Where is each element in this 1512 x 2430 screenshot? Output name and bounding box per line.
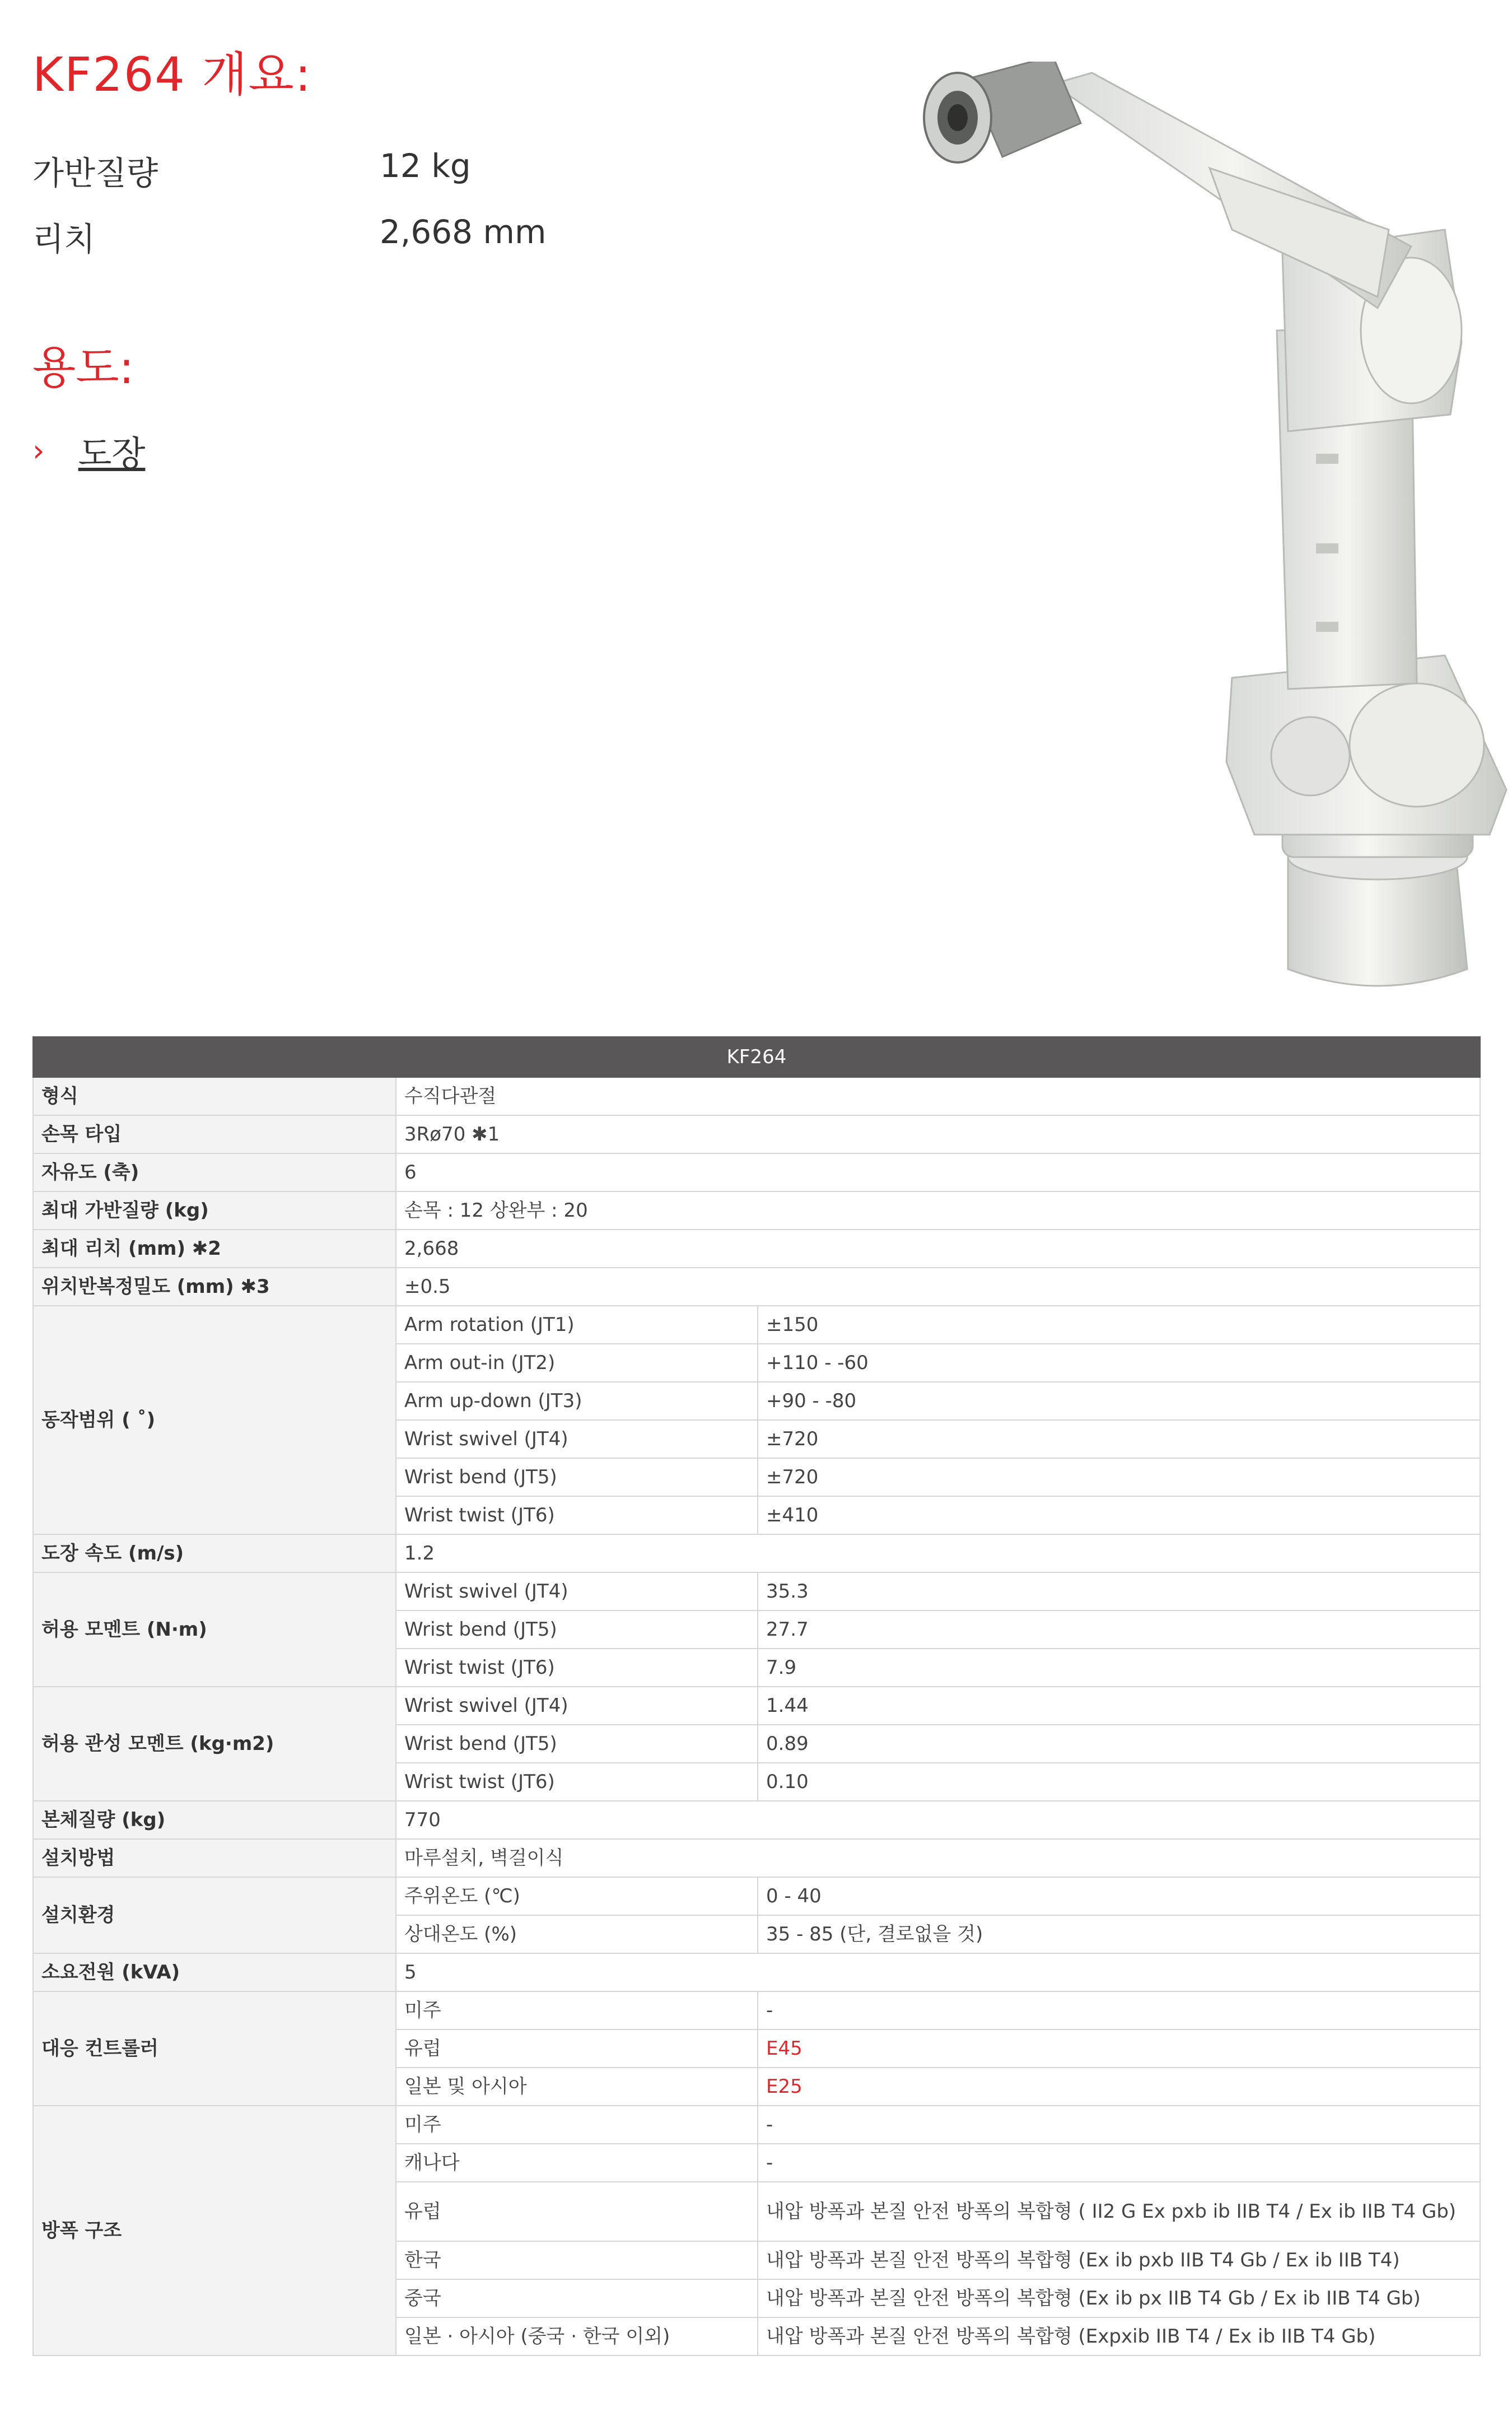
sub-value: 27.7 (758, 1610, 1480, 1649)
table-row (33, 1877, 1480, 1915)
table-row (33, 1268, 1480, 1306)
sub-key: Wrist bend (JT5) (396, 1725, 758, 1763)
row-value: 마루설치, 벽걸이식 (396, 1839, 1480, 1877)
row-value: 6 (396, 1153, 1480, 1191)
sub-key: Wrist swivel (JT4) (396, 1572, 758, 1610)
row-value: 3Rø70 ✱1 (396, 1115, 1480, 1153)
page-title: KF264 개요: (32, 47, 312, 102)
table-row (33, 1801, 1480, 1839)
table-header-row (33, 1037, 1480, 1077)
sub-value: 내압 방폭과 본질 안전 방폭의 복합형 (Ex ib px IIB T4 Gb / Ex ib IIB T4 Gb) (758, 2279, 1480, 2317)
sub-value: 내압 방폭과 본질 안전 방폭의 복합형 (Ex ib pxb IIB T4 Gb / Ex ib IIB T4) (758, 2241, 1480, 2279)
robot-image (896, 62, 1512, 1014)
sub-value: ±410 (758, 1496, 1480, 1534)
sub-value: +90 - -80 (758, 1382, 1480, 1420)
sub-key: 유럽 (396, 2029, 758, 2068)
row-value: 손목 : 12 상완부 : 20 (396, 1191, 1480, 1230)
row-label: 최대 리치 (mm) ✱2 (33, 1230, 396, 1268)
table-row (33, 1191, 1480, 1230)
table-row (33, 1077, 1480, 1115)
row-label: 본체질량 (kg) (33, 1801, 396, 1839)
sub-key: 미주 (396, 1991, 758, 2029)
row-value: ±0.5 (396, 1268, 1480, 1306)
table-row (33, 2106, 1480, 2144)
sub-key: Wrist bend (JT5) (396, 1458, 758, 1496)
row-label: 허용 모멘트 (N·m) (33, 1572, 396, 1687)
sub-key: 캐나다 (396, 2144, 758, 2182)
sub-key: Wrist bend (JT5) (396, 1610, 758, 1649)
table-row (33, 1687, 1480, 1725)
sub-key: 중국 (396, 2279, 758, 2317)
sub-value: ±720 (758, 1420, 1480, 1458)
sub-key: Wrist swivel (JT4) (396, 1420, 758, 1458)
sub-value: 0 - 40 (758, 1877, 1480, 1915)
table-row (33, 1572, 1480, 1610)
row-value: 5 (396, 1953, 1480, 1991)
table-row (33, 1306, 1480, 1344)
table-row (33, 1230, 1480, 1268)
row-label: 형식 (33, 1077, 396, 1115)
spec-label: 리치 (32, 220, 96, 258)
sub-value: ±720 (758, 1458, 1480, 1496)
row-label: 자유도 (축) (33, 1153, 396, 1191)
sub-key: 일본 및 아시아 (396, 2068, 758, 2106)
table-row (33, 1953, 1480, 1991)
sub-value: 35.3 (758, 1572, 1480, 1610)
row-label: 최대 가반질량 (kg) (33, 1191, 396, 1230)
controller-link[interactable]: E45 (758, 2029, 1480, 2068)
sub-value: 1.44 (758, 1687, 1480, 1725)
table-row (33, 1115, 1480, 1153)
sub-value: - (758, 2106, 1480, 2144)
chevron-right-icon: › (32, 433, 45, 468)
row-value: 수직다관절 (396, 1077, 1480, 1115)
row-label: 소요전원 (kVA) (33, 1953, 396, 1991)
row-label: 동작범위 ( ˚) (33, 1306, 396, 1534)
usage-link-painting[interactable]: 도장 (78, 433, 146, 474)
sub-value: - (758, 2144, 1480, 2182)
table-row (33, 1991, 1480, 2029)
table-row (33, 1153, 1480, 1191)
row-label: 방폭 구조 (33, 2106, 396, 2355)
sub-value: 35 - 85 (단, 결로없을 것) (758, 1915, 1480, 1953)
sub-key: Arm up-down (JT3) (396, 1382, 758, 1420)
spec-table (32, 1036, 1481, 2356)
sub-value: 7.9 (758, 1649, 1480, 1687)
table-row (33, 1534, 1480, 1572)
table-row (33, 1839, 1480, 1877)
row-label: 대응 컨트롤러 (33, 1991, 396, 2106)
sub-value: 내압 방폭과 본질 안전 방폭의 복합형 (Expxib IIB T4 / Ex ib IIB T4 Gb) (758, 2317, 1480, 2355)
row-value: 770 (396, 1801, 1480, 1839)
row-value: 1.2 (396, 1534, 1480, 1572)
usage-title: 용도: (32, 342, 134, 394)
sub-key: 주위온도 (℃) (396, 1877, 758, 1915)
row-label: 손목 타입 (33, 1115, 396, 1153)
row-label: 도장 속도 (m/s) (33, 1534, 396, 1572)
row-label: 허용 관성 모멘트 (kg·m2) (33, 1687, 396, 1801)
usage-item[interactable] (32, 426, 145, 476)
sub-key: 한국 (396, 2241, 758, 2279)
sub-value: 0.89 (758, 1725, 1480, 1763)
sub-key: 일본 · 아시아 (중국 · 한국 이외) (396, 2317, 758, 2355)
sub-key: 상대온도 (%) (396, 1915, 758, 1953)
spec-value: 2,668 mm (380, 213, 547, 251)
sub-key: Arm out-in (JT2) (396, 1344, 758, 1382)
sub-value: 내압 방폭과 본질 안전 방폭의 복합형 ( II2 G Ex pxb ib IIB T4 / Ex ib IIB T4 Gb) (758, 2182, 1480, 2241)
row-value: 2,668 (396, 1230, 1480, 1268)
row-label: 설치방법 (33, 1839, 396, 1877)
sub-key: 미주 (396, 2106, 758, 2144)
sub-key: Arm rotation (JT1) (396, 1306, 758, 1344)
sub-key: Wrist twist (JT6) (396, 1496, 758, 1534)
sub-value: +110 - -60 (758, 1344, 1480, 1382)
spec-label: 가반질량 (32, 154, 158, 192)
sub-key: Wrist twist (JT6) (396, 1763, 758, 1801)
controller-link[interactable]: E25 (758, 2068, 1480, 2106)
row-label: 설치환경 (33, 1877, 396, 1953)
sub-value: 0.10 (758, 1763, 1480, 1801)
row-label: 위치반복정밀도 (mm) ✱3 (33, 1268, 396, 1306)
sub-value: - (758, 1991, 1480, 2029)
sub-key: Wrist swivel (JT4) (396, 1687, 758, 1725)
sub-value: ±150 (758, 1306, 1480, 1344)
sub-key: 유럽 (396, 2182, 758, 2241)
sub-key: Wrist twist (JT6) (396, 1649, 758, 1687)
spec-value: 12 kg (380, 147, 471, 185)
table-header: KF264 (33, 1037, 1480, 1077)
